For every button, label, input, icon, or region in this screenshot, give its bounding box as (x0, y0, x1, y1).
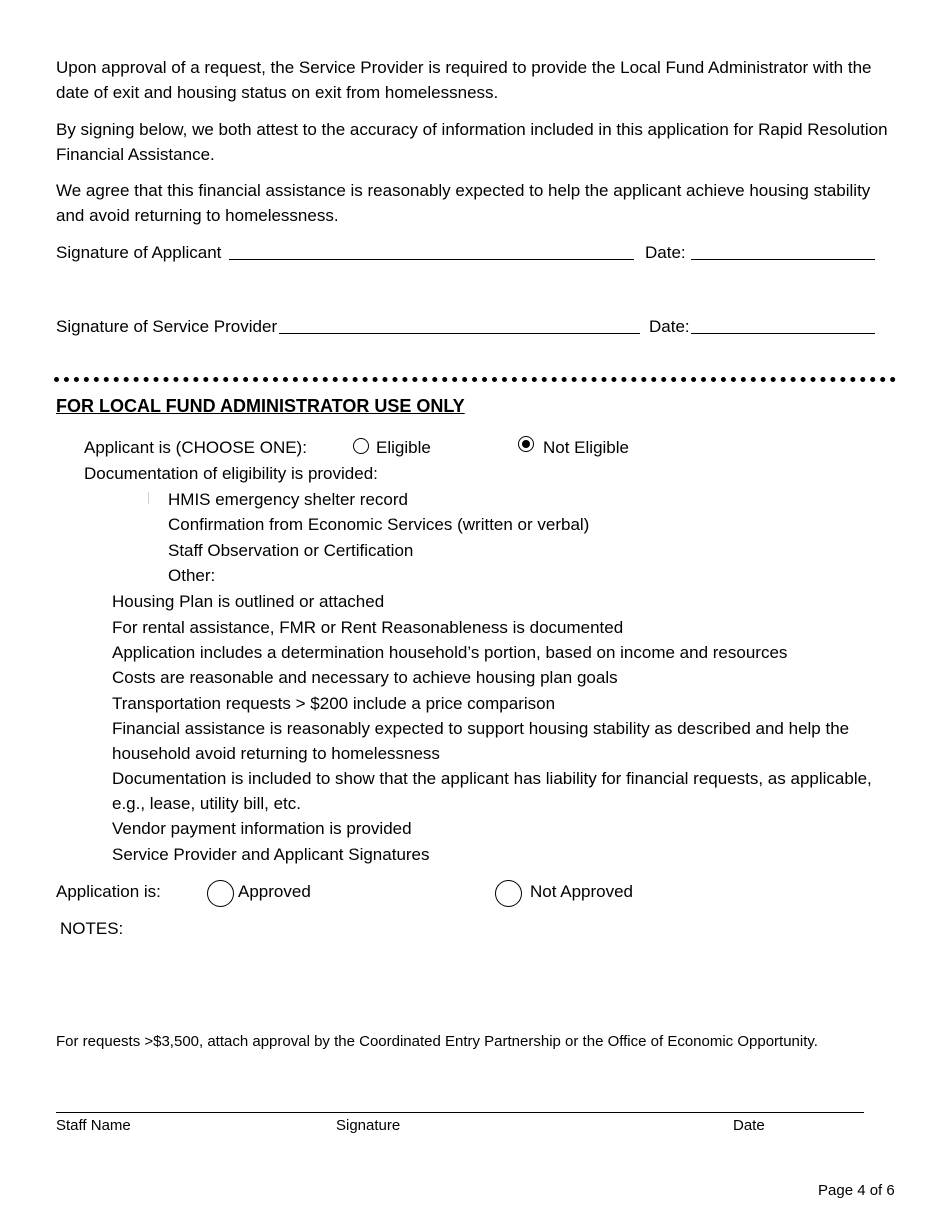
application-is-label: Application is: (56, 882, 161, 901)
eligible-option-label: Eligible (376, 438, 431, 457)
applicant-is-label: Applicant is (CHOOSE ONE): (84, 438, 307, 457)
not-approved-option-label: Not Approved (530, 882, 634, 901)
provider-signature-line[interactable] (279, 333, 640, 334)
doc-item-hmis: HMIS emergency shelter record (168, 490, 408, 509)
section-divider (54, 377, 896, 382)
doc-item-other: Other: (168, 566, 216, 585)
applicant-signature-label: Signature of Applicant (56, 243, 222, 262)
selected-dot-icon (522, 440, 530, 448)
doc-item-staff-observation: Staff Observation or Certification (168, 541, 414, 560)
staff-signature-label: Signature (336, 1117, 401, 1134)
provider-date-line[interactable] (691, 333, 875, 334)
not-eligible-radio[interactable] (518, 436, 534, 452)
notes-label: NOTES: (60, 919, 124, 938)
doc-item-economic-services: Confirmation from Economic Services (written or verbal) (168, 515, 590, 534)
approved-radio[interactable] (207, 880, 234, 907)
applicant-date-label: Date: (645, 243, 686, 262)
checklist-item: Vendor payment information is provided (112, 819, 412, 838)
provider-date-label: Date: (649, 317, 690, 336)
intro-paragraph-attestation: By signing below, we both attest to the accuracy of information included in this application for Rapid Resolution Financial Assistance. (56, 120, 888, 164)
intro-paragraph-agreement: We agree that this financial assistance is reasonably expected to help the applicant achieve housing stability and avoid returning to homelessness. (56, 181, 871, 225)
checklist-item: Financial assistance is reasonably expected to support housing stability as described and help the (112, 719, 850, 738)
checklist-item: Service Provider and Applicant Signatures (112, 845, 430, 864)
checklist-item: Transportation requests > $200 include a price comparison (112, 694, 556, 713)
admin-section-heading: FOR LOCAL FUND ADMINISTRATOR USE ONLY (56, 396, 465, 416)
checklist-item: Costs are reasonable and necessary to achieve housing plan goals (112, 668, 618, 687)
provider-signature-label: Signature of Service Provider (56, 317, 278, 336)
threshold-note: For requests >$3,500, attach approval by the Coordinated Entry Partnership or the Office of Economic Opportunity. (56, 1033, 818, 1050)
staff-date-label: Date (733, 1117, 765, 1134)
page-number: Page 4 of 6 (818, 1182, 895, 1199)
staff-signature-line[interactable] (56, 1112, 864, 1113)
checklist-item: Documentation is included to show that the applicant has liability for financial requests, as applicable, (112, 769, 872, 788)
not-approved-radio[interactable] (495, 880, 522, 907)
not-eligible-option-label: Not Eligible (543, 438, 629, 457)
intro-paragraph-exit-status: Upon approval of a request, the Service Provider is required to provide the Local Fund Administrator with the date of exit and housing status on exit from homelessness. (56, 58, 872, 102)
eligible-radio[interactable] (353, 438, 369, 454)
checklist-item: Housing Plan is outlined or attached (112, 592, 385, 611)
checkbox-remnant-icon (148, 492, 149, 504)
checklist-item-continued: household avoid returning to homelessness (112, 744, 440, 763)
documentation-label: Documentation of eligibility is provided: (84, 464, 378, 483)
checklist-item: Application includes a determination household’s portion, based on income and resources (112, 643, 788, 662)
approved-option-label: Approved (238, 882, 311, 901)
applicant-signature-line[interactable] (229, 259, 634, 260)
checklist-item-continued: e.g., lease, utility bill, etc. (112, 794, 301, 813)
checklist-item: For rental assistance, FMR or Rent Reasonableness is documented (112, 618, 624, 637)
staff-name-label: Staff Name (56, 1117, 131, 1134)
applicant-date-line[interactable] (691, 259, 875, 260)
